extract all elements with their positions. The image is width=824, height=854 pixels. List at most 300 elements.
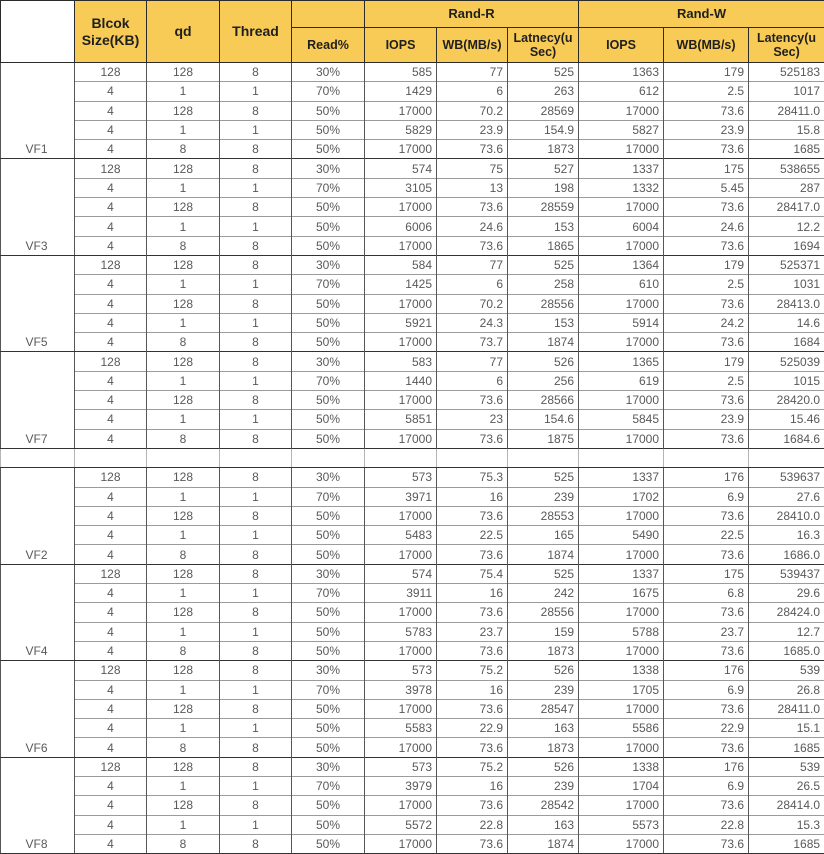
cell-wb-w[interactable]: 6.9 [664, 776, 749, 795]
cell-read-pct[interactable]: 50% [292, 699, 365, 718]
cell-qd[interactable]: 1 [147, 622, 220, 641]
cell-latency-r[interactable]: 239 [508, 487, 579, 506]
cell-wb-w[interactable]: 73.6 [664, 333, 749, 352]
vf-label-cell[interactable]: VF7 [1, 352, 75, 448]
header-iops-r[interactable]: IOPS [365, 28, 437, 63]
cell-wb-w[interactable]: 73.6 [664, 834, 749, 853]
cell-wb-w[interactable]: 6.9 [664, 680, 749, 699]
cell-thread[interactable]: 1 [220, 526, 292, 545]
cell-latency-w[interactable]: 28413.0 [749, 294, 824, 313]
cell-thread[interactable]: 8 [220, 429, 292, 448]
cell-qd[interactable]: 128 [147, 294, 220, 313]
vf-label-cell[interactable]: VF6 [1, 661, 75, 757]
cell-iops-r[interactable]: 17000 [365, 140, 437, 159]
cell-block-size[interactable]: 128 [75, 661, 147, 680]
cell-iops-r[interactable]: 5572 [365, 815, 437, 834]
cell-block-size[interactable]: 4 [75, 738, 147, 757]
cell-latency-w[interactable]: 28411.0 [749, 699, 824, 718]
cell-thread[interactable]: 8 [220, 352, 292, 371]
cell-block-size[interactable]: 4 [75, 834, 147, 853]
cell-iops-r[interactable]: 5921 [365, 313, 437, 332]
cell-wb-w[interactable]: 176 [664, 468, 749, 487]
cell-qd[interactable]: 1 [147, 584, 220, 603]
vf-label-cell[interactable]: VF4 [1, 564, 75, 660]
cell-qd[interactable]: 128 [147, 699, 220, 718]
cell-iops-r[interactable]: 17000 [365, 391, 437, 410]
header-block-size[interactable]: Blcok Size(KB) [75, 1, 147, 63]
cell-block-size[interactable]: 4 [75, 584, 147, 603]
cell-iops-w[interactable]: 17000 [579, 603, 664, 622]
cell-thread[interactable]: 1 [220, 313, 292, 332]
cell-qd[interactable]: 1 [147, 217, 220, 236]
cell-wb-r[interactable]: 77 [437, 255, 508, 274]
cell-thread[interactable]: 8 [220, 757, 292, 776]
cell-thread[interactable]: 8 [220, 564, 292, 583]
cell-iops-r[interactable]: 17000 [365, 738, 437, 757]
cell-latency-r[interactable]: 28547 [508, 699, 579, 718]
cell-block-size[interactable]: 4 [75, 217, 147, 236]
cell-latency-w[interactable]: 26.5 [749, 776, 824, 795]
cell-latency-w[interactable]: 15.3 [749, 815, 824, 834]
cell-block-size[interactable]: 4 [75, 526, 147, 545]
cell-latency-w[interactable]: 1015 [749, 371, 824, 390]
cell-read-pct[interactable]: 50% [292, 429, 365, 448]
cell-thread[interactable]: 8 [220, 198, 292, 217]
cell-qd[interactable]: 8 [147, 641, 220, 660]
cell-read-pct[interactable]: 30% [292, 757, 365, 776]
cell-qd[interactable]: 128 [147, 468, 220, 487]
cell-read-pct[interactable] [292, 448, 365, 467]
cell-wb-w[interactable]: 24.2 [664, 313, 749, 332]
header-read-pct[interactable]: Read% [292, 28, 365, 63]
cell-iops-w[interactable]: 5845 [579, 410, 664, 429]
cell-thread[interactable]: 8 [220, 294, 292, 313]
header-latency-r[interactable]: Latnecy(u Sec) [508, 28, 579, 63]
vf-label-cell[interactable]: VF2 [1, 468, 75, 564]
cell-iops-w[interactable]: 619 [579, 371, 664, 390]
cell-iops-w[interactable]: 5573 [579, 815, 664, 834]
cell-block-size[interactable]: 4 [75, 313, 147, 332]
cell-qd[interactable]: 128 [147, 506, 220, 525]
header-qd[interactable]: qd [147, 1, 220, 63]
cell-latency-r[interactable]: 154.9 [508, 120, 579, 139]
cell-wb-w[interactable]: 2.5 [664, 82, 749, 101]
cell-qd[interactable]: 128 [147, 757, 220, 776]
cell-latency-r[interactable]: 1874 [508, 333, 579, 352]
cell-wb-r[interactable]: 73.6 [437, 140, 508, 159]
cell-iops-r[interactable]: 5583 [365, 719, 437, 738]
cell-read-pct[interactable]: 50% [292, 506, 365, 525]
cell-iops-r[interactable]: 17000 [365, 429, 437, 448]
cell-iops-w[interactable]: 1332 [579, 178, 664, 197]
cell-wb-r[interactable]: 75.2 [437, 757, 508, 776]
cell-iops-w[interactable]: 1705 [579, 680, 664, 699]
cell-read-pct[interactable]: 70% [292, 275, 365, 294]
header-iops-w[interactable]: IOPS [579, 28, 664, 63]
cell-wb-r[interactable]: 73.7 [437, 333, 508, 352]
cell-latency-w[interactable]: 16.3 [749, 526, 824, 545]
cell-thread[interactable]: 1 [220, 410, 292, 429]
cell-iops-r[interactable]: 584 [365, 255, 437, 274]
vf-label-cell[interactable] [1, 448, 75, 467]
cell-qd[interactable]: 128 [147, 255, 220, 274]
cell-iops-w[interactable]: 1363 [579, 63, 664, 82]
cell-wb-r[interactable]: 73.6 [437, 603, 508, 622]
cell-qd[interactable] [147, 448, 220, 467]
cell-read-pct[interactable]: 50% [292, 313, 365, 332]
cell-wb-r[interactable]: 22.8 [437, 815, 508, 834]
cell-wb-w[interactable]: 73.6 [664, 391, 749, 410]
cell-iops-w[interactable]: 1365 [579, 352, 664, 371]
cell-iops-r[interactable]: 574 [365, 159, 437, 178]
cell-block-size[interactable]: 4 [75, 815, 147, 834]
cell-wb-r[interactable]: 73.6 [437, 429, 508, 448]
cell-latency-r[interactable]: 163 [508, 815, 579, 834]
cell-wb-r[interactable]: 73.6 [437, 545, 508, 564]
cell-latency-r[interactable]: 28569 [508, 101, 579, 120]
cell-latency-w[interactable]: 525183 [749, 63, 824, 82]
cell-wb-r[interactable]: 6 [437, 275, 508, 294]
cell-iops-r[interactable]: 573 [365, 757, 437, 776]
cell-thread[interactable]: 1 [220, 622, 292, 641]
cell-iops-r[interactable]: 5783 [365, 622, 437, 641]
cell-read-pct[interactable]: 50% [292, 641, 365, 660]
header-wb-w[interactable]: WB(MB/s) [664, 28, 749, 63]
cell-read-pct[interactable]: 50% [292, 217, 365, 236]
cell-wb-w[interactable]: 73.6 [664, 140, 749, 159]
cell-iops-w[interactable]: 5586 [579, 719, 664, 738]
cell-latency-r[interactable]: 165 [508, 526, 579, 545]
cell-iops-w[interactable]: 1337 [579, 159, 664, 178]
cell-wb-w[interactable]: 179 [664, 63, 749, 82]
cell-iops-w[interactable]: 17000 [579, 738, 664, 757]
cell-iops-r[interactable]: 574 [365, 564, 437, 583]
cell-latency-r[interactable]: 159 [508, 622, 579, 641]
cell-block-size[interactable]: 4 [75, 294, 147, 313]
cell-iops-w[interactable]: 1337 [579, 468, 664, 487]
cell-latency-w[interactable]: 539437 [749, 564, 824, 583]
cell-iops-w[interactable]: 6004 [579, 217, 664, 236]
cell-qd[interactable]: 1 [147, 815, 220, 834]
cell-block-size[interactable]: 4 [75, 101, 147, 120]
cell-block-size[interactable]: 4 [75, 198, 147, 217]
cell-latency-r[interactable]: 527 [508, 159, 579, 178]
cell-iops-r[interactable]: 1429 [365, 82, 437, 101]
cell-qd[interactable]: 8 [147, 738, 220, 757]
cell-read-pct[interactable]: 30% [292, 661, 365, 680]
cell-latency-w[interactable]: 15.8 [749, 120, 824, 139]
cell-read-pct[interactable]: 50% [292, 333, 365, 352]
cell-read-pct[interactable]: 50% [292, 120, 365, 139]
header-thread[interactable]: Thread [220, 1, 292, 63]
cell-block-size[interactable]: 128 [75, 757, 147, 776]
cell-wb-w[interactable]: 179 [664, 352, 749, 371]
cell-thread[interactable]: 8 [220, 391, 292, 410]
cell-iops-r[interactable]: 3978 [365, 680, 437, 699]
cell-iops-w[interactable]: 17000 [579, 391, 664, 410]
cell-latency-r[interactable]: 1873 [508, 140, 579, 159]
cell-latency-r[interactable]: 28556 [508, 294, 579, 313]
cell-block-size[interactable]: 4 [75, 641, 147, 660]
cell-latency-r[interactable]: 28566 [508, 391, 579, 410]
cell-iops-w[interactable]: 17000 [579, 796, 664, 815]
cell-qd[interactable]: 128 [147, 352, 220, 371]
cell-latency-w[interactable]: 538655 [749, 159, 824, 178]
cell-read-pct[interactable]: 50% [292, 603, 365, 622]
vf-label-cell[interactable]: VF8 [1, 757, 75, 853]
cell-block-size[interactable]: 4 [75, 680, 147, 699]
cell-wb-w[interactable]: 176 [664, 757, 749, 776]
cell-latency-r[interactable]: 256 [508, 371, 579, 390]
cell-block-size[interactable]: 4 [75, 622, 147, 641]
cell-latency-r[interactable]: 28559 [508, 198, 579, 217]
cell-read-pct[interactable]: 50% [292, 526, 365, 545]
cell-wb-w[interactable]: 2.5 [664, 275, 749, 294]
cell-qd[interactable]: 1 [147, 313, 220, 332]
cell-read-pct[interactable]: 30% [292, 63, 365, 82]
cell-iops-r[interactable]: 17000 [365, 198, 437, 217]
cell-thread[interactable]: 8 [220, 834, 292, 853]
cell-wb-r[interactable]: 16 [437, 584, 508, 603]
cell-iops-r[interactable]: 17000 [365, 545, 437, 564]
cell-block-size[interactable]: 128 [75, 468, 147, 487]
cell-iops-w[interactable]: 17000 [579, 236, 664, 255]
cell-block-size[interactable]: 4 [75, 719, 147, 738]
cell-latency-w[interactable]: 525371 [749, 255, 824, 274]
corner-cell[interactable] [1, 1, 75, 63]
cell-latency-r[interactable]: 526 [508, 661, 579, 680]
cell-iops-w[interactable]: 1337 [579, 564, 664, 583]
cell-block-size[interactable]: 128 [75, 564, 147, 583]
cell-latency-w[interactable]: 28411.0 [749, 101, 824, 120]
cell-iops-w[interactable]: 612 [579, 82, 664, 101]
cell-latency-w[interactable]: 1685 [749, 738, 824, 757]
cell-iops-r[interactable]: 5851 [365, 410, 437, 429]
cell-wb-w[interactable]: 22.8 [664, 815, 749, 834]
cell-latency-r[interactable]: 153 [508, 313, 579, 332]
cell-latency-w[interactable]: 539 [749, 661, 824, 680]
cell-iops-w[interactable]: 1675 [579, 584, 664, 603]
cell-read-pct[interactable]: 50% [292, 738, 365, 757]
cell-thread[interactable]: 1 [220, 82, 292, 101]
header-group-rand-w[interactable]: Rand-W [579, 1, 824, 28]
cell-iops-w[interactable]: 5914 [579, 313, 664, 332]
cell-thread[interactable]: 8 [220, 506, 292, 525]
cell-wb-r[interactable]: 6 [437, 371, 508, 390]
cell-wb-w[interactable]: 73.6 [664, 603, 749, 622]
cell-iops-r[interactable]: 17000 [365, 506, 437, 525]
cell-wb-w[interactable]: 73.6 [664, 699, 749, 718]
cell-block-size[interactable]: 4 [75, 487, 147, 506]
cell-wb-w[interactable] [664, 448, 749, 467]
cell-iops-r[interactable]: 17000 [365, 333, 437, 352]
cell-qd[interactable]: 128 [147, 564, 220, 583]
cell-wb-r[interactable]: 16 [437, 776, 508, 795]
cell-latency-r[interactable]: 526 [508, 757, 579, 776]
cell-thread[interactable]: 8 [220, 738, 292, 757]
cell-latency-w[interactable]: 29.6 [749, 584, 824, 603]
cell-iops-w[interactable]: 17000 [579, 545, 664, 564]
cell-thread[interactable] [220, 448, 292, 467]
cell-block-size[interactable]: 4 [75, 545, 147, 564]
cell-latency-w[interactable]: 12.2 [749, 217, 824, 236]
vf-label-cell[interactable]: VF5 [1, 255, 75, 351]
cell-latency-w[interactable]: 12.7 [749, 622, 824, 641]
cell-qd[interactable]: 128 [147, 391, 220, 410]
cell-qd[interactable]: 128 [147, 198, 220, 217]
cell-iops-w[interactable]: 1364 [579, 255, 664, 274]
cell-wb-r[interactable]: 23.9 [437, 120, 508, 139]
cell-thread[interactable]: 1 [220, 584, 292, 603]
cell-read-pct[interactable]: 30% [292, 468, 365, 487]
cell-block-size[interactable]: 4 [75, 699, 147, 718]
cell-latency-w[interactable]: 26.8 [749, 680, 824, 699]
cell-wb-w[interactable]: 175 [664, 564, 749, 583]
cell-thread[interactable]: 8 [220, 101, 292, 120]
header-blank-above-read[interactable] [292, 1, 365, 28]
cell-latency-w[interactable]: 1684.6 [749, 429, 824, 448]
cell-thread[interactable]: 1 [220, 487, 292, 506]
cell-latency-r[interactable]: 526 [508, 352, 579, 371]
cell-latency-w[interactable]: 28417.0 [749, 198, 824, 217]
cell-iops-r[interactable]: 6006 [365, 217, 437, 236]
cell-wb-w[interactable]: 73.6 [664, 294, 749, 313]
cell-iops-w[interactable]: 17000 [579, 333, 664, 352]
cell-thread[interactable]: 1 [220, 680, 292, 699]
cell-thread[interactable]: 1 [220, 178, 292, 197]
cell-wb-r[interactable]: 6 [437, 82, 508, 101]
cell-read-pct[interactable]: 50% [292, 294, 365, 313]
cell-qd[interactable]: 128 [147, 101, 220, 120]
cell-block-size[interactable]: 128 [75, 159, 147, 178]
cell-iops-r[interactable]: 17000 [365, 101, 437, 120]
cell-wb-r[interactable]: 24.3 [437, 313, 508, 332]
cell-latency-r[interactable] [508, 448, 579, 467]
cell-iops-r[interactable]: 5829 [365, 120, 437, 139]
cell-wb-r[interactable]: 22.9 [437, 719, 508, 738]
cell-wb-w[interactable]: 73.6 [664, 101, 749, 120]
cell-iops-w[interactable]: 17000 [579, 429, 664, 448]
cell-latency-r[interactable]: 1865 [508, 236, 579, 255]
cell-iops-r[interactable]: 17000 [365, 294, 437, 313]
cell-wb-w[interactable]: 22.5 [664, 526, 749, 545]
cell-iops-r[interactable]: 17000 [365, 796, 437, 815]
cell-latency-r[interactable]: 239 [508, 680, 579, 699]
cell-iops-w[interactable]: 17000 [579, 506, 664, 525]
cell-latency-r[interactable]: 28542 [508, 796, 579, 815]
cell-latency-w[interactable]: 28410.0 [749, 506, 824, 525]
cell-read-pct[interactable]: 30% [292, 255, 365, 274]
cell-iops-r[interactable]: 1425 [365, 275, 437, 294]
cell-iops-r[interactable]: 573 [365, 468, 437, 487]
cell-latency-r[interactable]: 1873 [508, 738, 579, 757]
cell-iops-r[interactable]: 17000 [365, 834, 437, 853]
cell-read-pct[interactable]: 70% [292, 680, 365, 699]
cell-latency-r[interactable]: 525 [508, 255, 579, 274]
cell-latency-w[interactable] [749, 448, 824, 467]
cell-thread[interactable]: 8 [220, 140, 292, 159]
cell-wb-r[interactable]: 23 [437, 410, 508, 429]
cell-wb-w[interactable]: 73.6 [664, 641, 749, 660]
cell-qd[interactable]: 1 [147, 410, 220, 429]
cell-latency-w[interactable]: 1694 [749, 236, 824, 255]
cell-wb-w[interactable]: 6.8 [664, 584, 749, 603]
cell-latency-w[interactable]: 539637 [749, 468, 824, 487]
cell-iops-w[interactable]: 17000 [579, 699, 664, 718]
cell-wb-w[interactable]: 175 [664, 159, 749, 178]
cell-iops-r[interactable]: 17000 [365, 641, 437, 660]
cell-block-size[interactable]: 4 [75, 429, 147, 448]
cell-wb-r[interactable]: 73.6 [437, 834, 508, 853]
cell-read-pct[interactable]: 30% [292, 564, 365, 583]
cell-thread[interactable]: 1 [220, 776, 292, 795]
cell-iops-w[interactable]: 17000 [579, 198, 664, 217]
cell-read-pct[interactable]: 70% [292, 584, 365, 603]
cell-iops-w[interactable]: 1338 [579, 757, 664, 776]
cell-read-pct[interactable]: 30% [292, 159, 365, 178]
cell-iops-r[interactable]: 3971 [365, 487, 437, 506]
cell-wb-r[interactable]: 16 [437, 680, 508, 699]
cell-latency-w[interactable]: 1685 [749, 140, 824, 159]
cell-thread[interactable]: 8 [220, 159, 292, 178]
cell-qd[interactable]: 128 [147, 796, 220, 815]
cell-thread[interactable]: 8 [220, 63, 292, 82]
cell-wb-r[interactable]: 24.6 [437, 217, 508, 236]
cell-latency-w[interactable]: 1686.0 [749, 545, 824, 564]
cell-latency-w[interactable]: 1685 [749, 834, 824, 853]
cell-wb-r[interactable]: 16 [437, 487, 508, 506]
cell-latency-w[interactable]: 525039 [749, 352, 824, 371]
cell-thread[interactable]: 8 [220, 468, 292, 487]
cell-block-size[interactable]: 128 [75, 255, 147, 274]
cell-iops-r[interactable]: 583 [365, 352, 437, 371]
cell-latency-r[interactable]: 242 [508, 584, 579, 603]
cell-block-size[interactable]: 128 [75, 63, 147, 82]
cell-wb-r[interactable]: 75 [437, 159, 508, 178]
cell-latency-w[interactable]: 1685.0 [749, 641, 824, 660]
cell-wb-r[interactable]: 73.6 [437, 738, 508, 757]
cell-wb-w[interactable]: 73.6 [664, 429, 749, 448]
cell-latency-w[interactable]: 1017 [749, 82, 824, 101]
cell-wb-r[interactable]: 73.6 [437, 699, 508, 718]
cell-read-pct[interactable]: 50% [292, 834, 365, 853]
cell-latency-w[interactable]: 14.6 [749, 313, 824, 332]
cell-qd[interactable]: 1 [147, 680, 220, 699]
cell-iops-r[interactable] [365, 448, 437, 467]
cell-iops-w[interactable]: 17000 [579, 140, 664, 159]
cell-read-pct[interactable]: 50% [292, 622, 365, 641]
cell-block-size[interactable]: 4 [75, 275, 147, 294]
cell-latency-r[interactable]: 1874 [508, 834, 579, 853]
cell-block-size[interactable]: 128 [75, 352, 147, 371]
cell-wb-r[interactable]: 13 [437, 178, 508, 197]
cell-read-pct[interactable]: 50% [292, 140, 365, 159]
cell-qd[interactable]: 1 [147, 178, 220, 197]
cell-read-pct[interactable]: 30% [292, 352, 365, 371]
cell-read-pct[interactable]: 50% [292, 198, 365, 217]
cell-thread[interactable]: 8 [220, 603, 292, 622]
cell-wb-w[interactable]: 24.6 [664, 217, 749, 236]
cell-thread[interactable]: 8 [220, 545, 292, 564]
cell-wb-w[interactable]: 73.6 [664, 236, 749, 255]
cell-wb-r[interactable]: 75.4 [437, 564, 508, 583]
cell-latency-w[interactable]: 15.46 [749, 410, 824, 429]
vf-label-cell[interactable]: VF1 [1, 63, 75, 159]
cell-iops-w[interactable]: 1702 [579, 487, 664, 506]
cell-qd[interactable]: 1 [147, 275, 220, 294]
cell-block-size[interactable]: 4 [75, 178, 147, 197]
cell-read-pct[interactable]: 50% [292, 719, 365, 738]
